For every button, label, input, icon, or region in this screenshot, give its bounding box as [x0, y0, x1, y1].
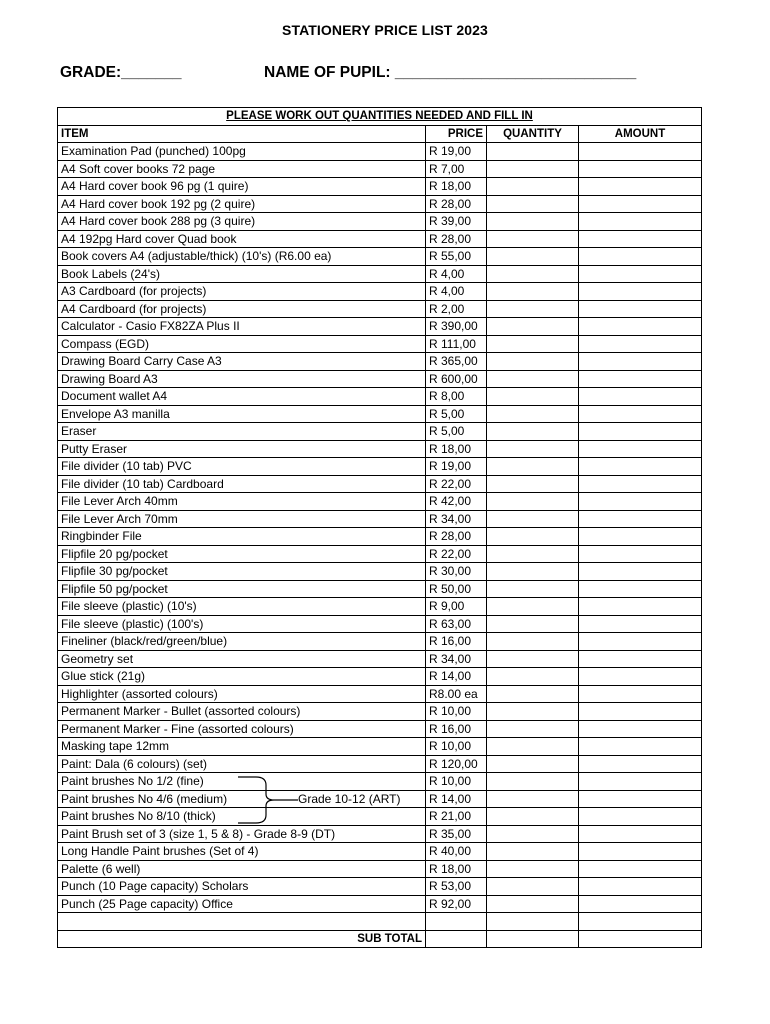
item-cell: Masking tape 12mm: [58, 738, 426, 756]
table-row: [58, 160, 702, 178]
price-cell: R 55,00: [426, 248, 487, 266]
price-cell: R 5,00: [426, 405, 487, 423]
item-cell: Envelope A3 manilla: [58, 405, 426, 423]
amount-cell[interactable]: [579, 143, 702, 161]
quantity-cell[interactable]: [487, 370, 579, 388]
amount-cell[interactable]: [579, 685, 702, 703]
quantity-cell[interactable]: [487, 230, 579, 248]
price-cell: R 10,00: [426, 773, 487, 791]
quantity-cell[interactable]: [487, 335, 579, 353]
item-cell: Drawing Board A3: [58, 370, 426, 388]
quantity-cell[interactable]: [487, 773, 579, 791]
item-cell: File Lever Arch 40mm: [58, 493, 426, 511]
quantity-cell[interactable]: [487, 598, 579, 616]
page-title: STATIONERY PRICE LIST 2023: [282, 22, 488, 38]
amount-cell[interactable]: [579, 808, 702, 826]
quantity-cell[interactable]: [487, 738, 579, 756]
quantity-cell[interactable]: [487, 248, 579, 266]
brace-note: Grade 10-12 (ART): [298, 792, 401, 806]
quantity-cell[interactable]: [487, 808, 579, 826]
amount-cell[interactable]: [579, 335, 702, 353]
quantity-cell[interactable]: [487, 878, 579, 896]
amount-cell[interactable]: [579, 913, 702, 931]
table-row: [58, 878, 702, 896]
item-cell: Paint brushes No 8/10 (thick): [58, 808, 426, 826]
item-cell: Paint: Dala (6 colours) (set): [58, 755, 426, 773]
price-cell: R 120,00: [426, 755, 487, 773]
item-cell: Document wallet A4: [58, 388, 426, 406]
quantity-cell[interactable]: [487, 318, 579, 336]
amount-cell[interactable]: [579, 650, 702, 668]
amount-cell[interactable]: [579, 265, 702, 283]
item-cell: Book Labels (24's): [58, 265, 426, 283]
item-cell: Punch (25 Page capacity) Office: [58, 895, 426, 913]
item-cell: Fineliner (black/red/green/blue): [58, 633, 426, 651]
price-cell: R 35,00: [426, 825, 487, 843]
price-cell: R 40,00: [426, 843, 487, 861]
instructions-banner: PLEASE WORK OUT QUANTITIES NEEDED AND FILL IN: [58, 108, 702, 126]
amount-cell[interactable]: [579, 615, 702, 633]
table-row: [58, 843, 702, 861]
quantity-cell[interactable]: [487, 300, 579, 318]
table-row: [58, 650, 702, 668]
item-cell: Punch (10 Page capacity) Scholars: [58, 878, 426, 896]
table-row: [58, 353, 702, 371]
price-cell: R8.00 ea: [426, 685, 487, 703]
amount-cell[interactable]: [579, 475, 702, 493]
item-cell: Paint Brush set of 3 (size 1, 5 & 8) - Grade 8-9 (DT): [58, 825, 426, 843]
price-cell: R 18,00: [426, 860, 487, 878]
price-cell: R 10,00: [426, 703, 487, 721]
table-row: [58, 528, 702, 546]
quantity-cell[interactable]: [487, 685, 579, 703]
item-cell: File Lever Arch 70mm: [58, 510, 426, 528]
item-cell: Putty Eraser: [58, 440, 426, 458]
amount-cell[interactable]: [579, 528, 702, 546]
item-cell: Drawing Board Carry Case A3: [58, 353, 426, 371]
price-cell: R 7,00: [426, 160, 487, 178]
table-row: [58, 545, 702, 563]
price-cell: R 14,00: [426, 790, 487, 808]
amount-cell[interactable]: [579, 195, 702, 213]
table-row: [58, 563, 702, 581]
item-cell: Compass (EGD): [58, 335, 426, 353]
grade-field-label: GRADE:_______: [60, 64, 182, 81]
table-row: [58, 440, 702, 458]
column-header-amount: AMOUNT: [579, 125, 702, 143]
price-cell: R 34,00: [426, 650, 487, 668]
price-cell: R 21,00: [426, 808, 487, 826]
price-cell: R 30,00: [426, 563, 487, 581]
table-row: [58, 598, 702, 616]
quantity-cell[interactable]: [487, 458, 579, 476]
item-cell: Flipfile 50 pg/pocket: [58, 580, 426, 598]
table-row: [58, 423, 702, 441]
table-row: [58, 388, 702, 406]
amount-cell[interactable]: [579, 353, 702, 371]
item-cell: File sleeve (plastic) (10's): [58, 598, 426, 616]
item-cell: Examination Pad (punched) 100pg: [58, 143, 426, 161]
quantity-cell[interactable]: [487, 405, 579, 423]
table-row: [58, 370, 702, 388]
table-row: [58, 633, 702, 651]
amount-cell[interactable]: [579, 738, 702, 756]
price-cell: R 28,00: [426, 528, 487, 546]
item-cell: Flipfile 30 pg/pocket: [58, 563, 426, 581]
quantity-cell[interactable]: [487, 615, 579, 633]
price-cell: R 8,00: [426, 388, 487, 406]
amount-cell[interactable]: [579, 160, 702, 178]
price-cell: R 63,00: [426, 615, 487, 633]
amount-cell[interactable]: [579, 825, 702, 843]
amount-cell[interactable]: [579, 545, 702, 563]
item-cell: Palette (6 well): [58, 860, 426, 878]
quantity-cell[interactable]: [487, 563, 579, 581]
item-cell: A4 Hard cover book 96 pg (1 quire): [58, 178, 426, 196]
amount-cell[interactable]: [579, 720, 702, 738]
price-cell: R 22,00: [426, 475, 487, 493]
table-row: [58, 300, 702, 318]
amount-cell[interactable]: [579, 300, 702, 318]
amount-cell[interactable]: [579, 773, 702, 791]
table-row: [58, 913, 702, 931]
item-cell: [58, 913, 426, 931]
amount-cell[interactable]: [579, 580, 702, 598]
price-cell: R 18,00: [426, 178, 487, 196]
subtotal-quantity-cell[interactable]: [487, 930, 579, 948]
table-row: [58, 720, 702, 738]
amount-cell[interactable]: [579, 423, 702, 441]
table-row: [58, 458, 702, 476]
table-row: [58, 335, 702, 353]
price-cell: R 22,00: [426, 545, 487, 563]
quantity-cell[interactable]: [487, 440, 579, 458]
quantity-cell[interactable]: [487, 143, 579, 161]
table-row: [58, 773, 702, 791]
item-cell: Book covers A4 (adjustable/thick) (10's) (R6.00 ea): [58, 248, 426, 266]
subtotal-row: [58, 930, 702, 948]
item-cell: A4 192pg Hard cover Quad book: [58, 230, 426, 248]
table-row: [58, 475, 702, 493]
subtotal-amount-cell[interactable]: [579, 930, 702, 948]
price-cell: R 390,00: [426, 318, 487, 336]
table-row: [58, 143, 702, 161]
item-cell: A3 Cardboard (for projects): [58, 283, 426, 301]
amount-cell[interactable]: [579, 895, 702, 913]
amount-cell[interactable]: [579, 668, 702, 686]
quantity-cell[interactable]: [487, 633, 579, 651]
item-cell: File divider (10 tab) Cardboard: [58, 475, 426, 493]
item-cell: File divider (10 tab) PVC: [58, 458, 426, 476]
price-cell: R 4,00: [426, 265, 487, 283]
quantity-cell[interactable]: [487, 195, 579, 213]
table-row: [58, 318, 702, 336]
curly-brace-icon: [236, 775, 298, 825]
price-cell: R 16,00: [426, 633, 487, 651]
quantity-cell[interactable]: [487, 790, 579, 808]
table-row: [58, 178, 702, 196]
item-cell: A4 Hard cover book 192 pg (2 quire): [58, 195, 426, 213]
quantity-cell[interactable]: [487, 510, 579, 528]
amount-cell[interactable]: [579, 213, 702, 231]
item-cell: Long Handle Paint brushes (Set of 4): [58, 843, 426, 861]
quantity-cell[interactable]: [487, 895, 579, 913]
header-row: [58, 125, 702, 143]
price-cell: R 9,00: [426, 598, 487, 616]
quantity-cell[interactable]: [487, 860, 579, 878]
item-cell: File sleeve (plastic) (100's): [58, 615, 426, 633]
quantity-cell[interactable]: [487, 160, 579, 178]
price-cell: R 10,00: [426, 738, 487, 756]
price-cell: R 92,00: [426, 895, 487, 913]
price-cell: R 365,00: [426, 353, 487, 371]
table-row: [58, 493, 702, 511]
quantity-cell[interactable]: [487, 178, 579, 196]
price-cell: R 16,00: [426, 720, 487, 738]
amount-cell[interactable]: [579, 563, 702, 581]
column-header-quantity: QUANTITY: [487, 125, 579, 143]
table-row: [58, 580, 702, 598]
amount-cell[interactable]: [579, 755, 702, 773]
price-cell: R 600,00: [426, 370, 487, 388]
price-cell: R 2,00: [426, 300, 487, 318]
amount-cell[interactable]: [579, 493, 702, 511]
price-cell: R 28,00: [426, 195, 487, 213]
price-cell: R 53,00: [426, 878, 487, 896]
quantity-cell[interactable]: [487, 913, 579, 931]
quantity-cell[interactable]: [487, 650, 579, 668]
quantity-cell[interactable]: [487, 423, 579, 441]
price-cell: R 111,00: [426, 335, 487, 353]
amount-cell[interactable]: [579, 878, 702, 896]
banner-row: [58, 108, 702, 126]
price-cell: R 18,00: [426, 440, 487, 458]
quantity-cell[interactable]: [487, 580, 579, 598]
item-cell: Flipfile 20 pg/pocket: [58, 545, 426, 563]
table-row: [58, 283, 702, 301]
table-row: [58, 860, 702, 878]
price-cell: R 50,00: [426, 580, 487, 598]
price-cell: R 39,00: [426, 213, 487, 231]
quantity-cell[interactable]: [487, 475, 579, 493]
quantity-cell[interactable]: [487, 265, 579, 283]
price-cell: R 28,00: [426, 230, 487, 248]
table-row: [58, 213, 702, 231]
table-row: [58, 195, 702, 213]
table-row: [58, 755, 702, 773]
amount-cell[interactable]: [579, 405, 702, 423]
amount-cell[interactable]: [579, 860, 702, 878]
table-row: [58, 668, 702, 686]
price-cell: R 14,00: [426, 668, 487, 686]
table-row: [58, 510, 702, 528]
item-cell: A4 Soft cover books 72 page: [58, 160, 426, 178]
amount-cell[interactable]: [579, 598, 702, 616]
amount-cell[interactable]: [579, 703, 702, 721]
column-header-price: PRICE: [426, 125, 487, 143]
amount-cell[interactable]: [579, 458, 702, 476]
quantity-cell[interactable]: [487, 755, 579, 773]
quantity-cell[interactable]: [487, 825, 579, 843]
amount-cell[interactable]: [579, 318, 702, 336]
amount-cell[interactable]: [579, 843, 702, 861]
amount-cell[interactable]: [579, 370, 702, 388]
table-row: [58, 895, 702, 913]
table-row: [58, 703, 702, 721]
table-row: [58, 808, 702, 826]
amount-cell[interactable]: [579, 248, 702, 266]
item-cell: Permanent Marker - Fine (assorted colours): [58, 720, 426, 738]
subtotal-label: SUB TOTAL: [58, 930, 426, 948]
price-list-table: [57, 107, 702, 948]
price-cell: R 42,00: [426, 493, 487, 511]
price-cell: R 4,00: [426, 283, 487, 301]
quantity-cell[interactable]: [487, 545, 579, 563]
table-row: [58, 615, 702, 633]
table-row: [58, 230, 702, 248]
column-header-item: ITEM: [58, 125, 426, 143]
table-row: [58, 685, 702, 703]
table-row: [58, 265, 702, 283]
table-row: [58, 738, 702, 756]
quantity-cell[interactable]: [487, 528, 579, 546]
quantity-cell[interactable]: [487, 668, 579, 686]
item-cell: Highlighter (assorted colours): [58, 685, 426, 703]
quantity-cell[interactable]: [487, 213, 579, 231]
price-cell: R 5,00: [426, 423, 487, 441]
amount-cell[interactable]: [579, 510, 702, 528]
subtotal-price-cell: [426, 930, 487, 948]
table-row: [58, 405, 702, 423]
item-cell: Geometry set: [58, 650, 426, 668]
item-cell: Eraser: [58, 423, 426, 441]
amount-cell[interactable]: [579, 633, 702, 651]
amount-cell[interactable]: [579, 178, 702, 196]
price-cell: [426, 913, 487, 931]
price-cell: R 19,00: [426, 458, 487, 476]
item-cell: A4 Cardboard (for projects): [58, 300, 426, 318]
amount-cell[interactable]: [579, 230, 702, 248]
table-row: [58, 248, 702, 266]
price-cell: R 19,00: [426, 143, 487, 161]
quantity-cell[interactable]: [487, 720, 579, 738]
item-cell: Calculator - Casio FX82ZA Plus II: [58, 318, 426, 336]
item-cell: Permanent Marker - Bullet (assorted colours): [58, 703, 426, 721]
quantity-cell[interactable]: [487, 353, 579, 371]
item-cell: Paint brushes No 4/6 (medium): [58, 790, 426, 808]
quantity-cell[interactable]: [487, 283, 579, 301]
item-cell: Glue stick (21g): [58, 668, 426, 686]
quantity-cell[interactable]: [487, 388, 579, 406]
quantity-cell[interactable]: [487, 703, 579, 721]
quantity-cell[interactable]: [487, 843, 579, 861]
price-cell: R 34,00: [426, 510, 487, 528]
amount-cell[interactable]: [579, 790, 702, 808]
pupil-name-field-label: NAME OF PUPIL: ____________________________: [264, 64, 637, 81]
item-cell: Paint brushes No 1/2 (fine): [58, 773, 426, 791]
table-row: [58, 825, 702, 843]
amount-cell[interactable]: [579, 388, 702, 406]
item-cell: A4 Hard cover book 288 pg (3 quire): [58, 213, 426, 231]
quantity-cell[interactable]: [487, 493, 579, 511]
amount-cell[interactable]: [579, 283, 702, 301]
item-cell: Ringbinder File: [58, 528, 426, 546]
amount-cell[interactable]: [579, 440, 702, 458]
